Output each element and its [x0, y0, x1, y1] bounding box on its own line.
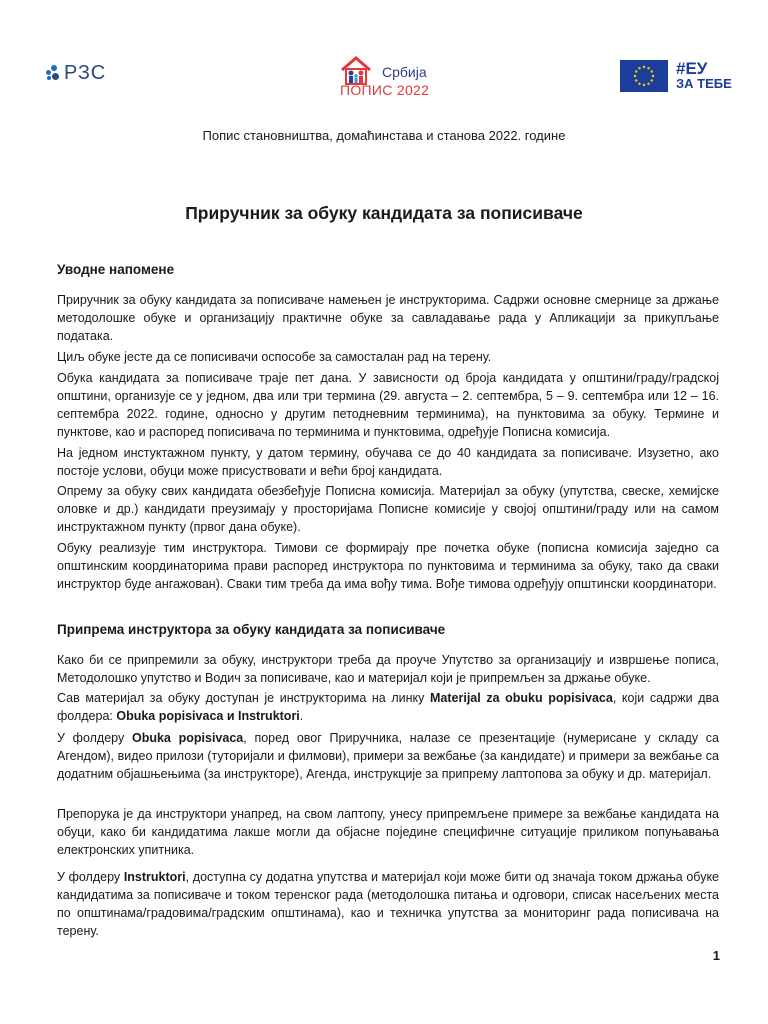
eu-logo-slogan: ЗА ТЕБЕ — [676, 76, 732, 91]
popis-logo-title: ПОПИС 2022 — [340, 82, 430, 98]
paragraph-recommendation: Препорука је да инструктори унапред, на свом лаптопу, унесу припремљене примере за вежбање кандидата на обуци, како би кандидатима лакше могли да објасне поједине специфичне ситуације приликом попуњавања електронских упитника. — [57, 807, 719, 857]
eu-logo — [620, 60, 732, 92]
popis-2022-logo — [340, 54, 440, 100]
rzs-logo-text: РЗС — [64, 62, 107, 84]
document-subtitle: Попис становништва, домаћинстава и станова 2022. године — [202, 128, 566, 143]
paragraph-team: Обуку реализује тим инструктора. Тимови се формирају пре почетка обуке (пописна комисија заједно са општинским координаторима прави распоред инструктора по пунктовима и терминима за обуку, тако да сваки инструктор буде ангажован). Сваки тим треба да има вођу тима. Вође тимова одређују општински координатори. — [57, 541, 719, 591]
paragraph-duration: Обука кандидата за пописиваче траје пет дана. У зависности од броја кандидата у општини/граду/градској општини, организује се у једном, два или три термина (29. августа – 2. септембра, 5 – 9. септембра или 12 – 16. септембра 2022. године, односно у другим петодневним терминима), на пунктовима за обуку. Термине и пунктове, као и распоред пописивача по терминима и пунктовима, одређује Пописна комисија. — [57, 371, 719, 439]
paragraph-equipment: Опрему за обуку свих кандидата обезбеђује Пописна комисија. Материјал за обуку (упутства, свеске, хемијске оловке и др.) кандидати преузимају у просторијама Пописне комисије у својој општини/граду или на самом инструктажном пункту (првог дана обуке). — [57, 484, 719, 534]
paragraph-material-link: Сав материјал за обуку доступан је инструкторима на линку Materijal za obuku popisivaca, који садржи два фолдера: Obuka popisivaca и Instruktori. — [57, 691, 719, 723]
eu-flag-icon — [620, 60, 668, 92]
paragraph-folder-obuka: У фолдеру Obuka popisivaca, поред овог Приручника, налазе се презентације (нумерисане у складу са Агендом), видео прилози (туторијали и филмови), примери за вежбање (за кандидате) и примери за вежбање са додатним објашњењима (за инструкторе), Агенда, инструкције за припрему лаптопова за обуку и др. материјал. — [57, 731, 720, 781]
paragraph-purpose: Приручник за обуку кандидата за пописиваче намењен је инструкторима. Садржи основне смернице за држање методолошке обуке и организацију практичне обуке за савладавање рада у Апликацији за прикупљање података. — [57, 293, 719, 343]
popis-logo-country: Србија — [382, 64, 427, 80]
rzs-dots-icon — [46, 65, 62, 83]
folder-names: Obuka popisivaca и Instruktori — [116, 709, 300, 723]
paragraph-folder-instruktori: У фолдеру Instruktori, доступна су додатна упутства и материјал који може бити од значаја током држања обуке кандидатима за пописиваче и током теренског рада (методолошка питања и одговори, списак насељених места по општинама/градовима/градским општинама), као и техничка упутства за мониторинг рада пописивача на терену. — [57, 870, 720, 938]
folder-instruktori: Instruktori — [123, 870, 186, 884]
document-title: Приручник за обуку кандидата за пописиваче — [185, 203, 583, 223]
paragraph-capacity: На једном инстуктажном пункту, у датом термину, обучава се до 40 кандидата за пописиваче. Изузетно, ако постоје услови, обуци може присуствовати и већи број кандидата. — [57, 446, 719, 478]
section-heading-introduction: Уводне напомене — [57, 262, 175, 277]
section-heading-preparation: Припрема инструктора за обуку кандидата за пописиваче — [57, 622, 446, 637]
page-number: 1 — [712, 948, 720, 963]
folder-obuka-popisivaca: Obuka popisivaca — [131, 731, 244, 745]
materials-link[interactable]: Materijal za obuku popisivaca — [430, 691, 613, 705]
paragraph-goal: Циљ обуке јесте да се пописивачи оспособе за самосталан рад на терену. — [57, 350, 492, 364]
rzs-logo — [46, 62, 106, 85]
eu-logo-hashtag: #ЕУ — [676, 59, 708, 78]
paragraph-study-materials: Како би се припремили за обуку, инструктори треба да проуче Упутство за организацију и извршење пописа, Методолошко упутство и Водич за пописиваче, као и материјал који је припремљен за држање обуке. — [57, 653, 719, 685]
